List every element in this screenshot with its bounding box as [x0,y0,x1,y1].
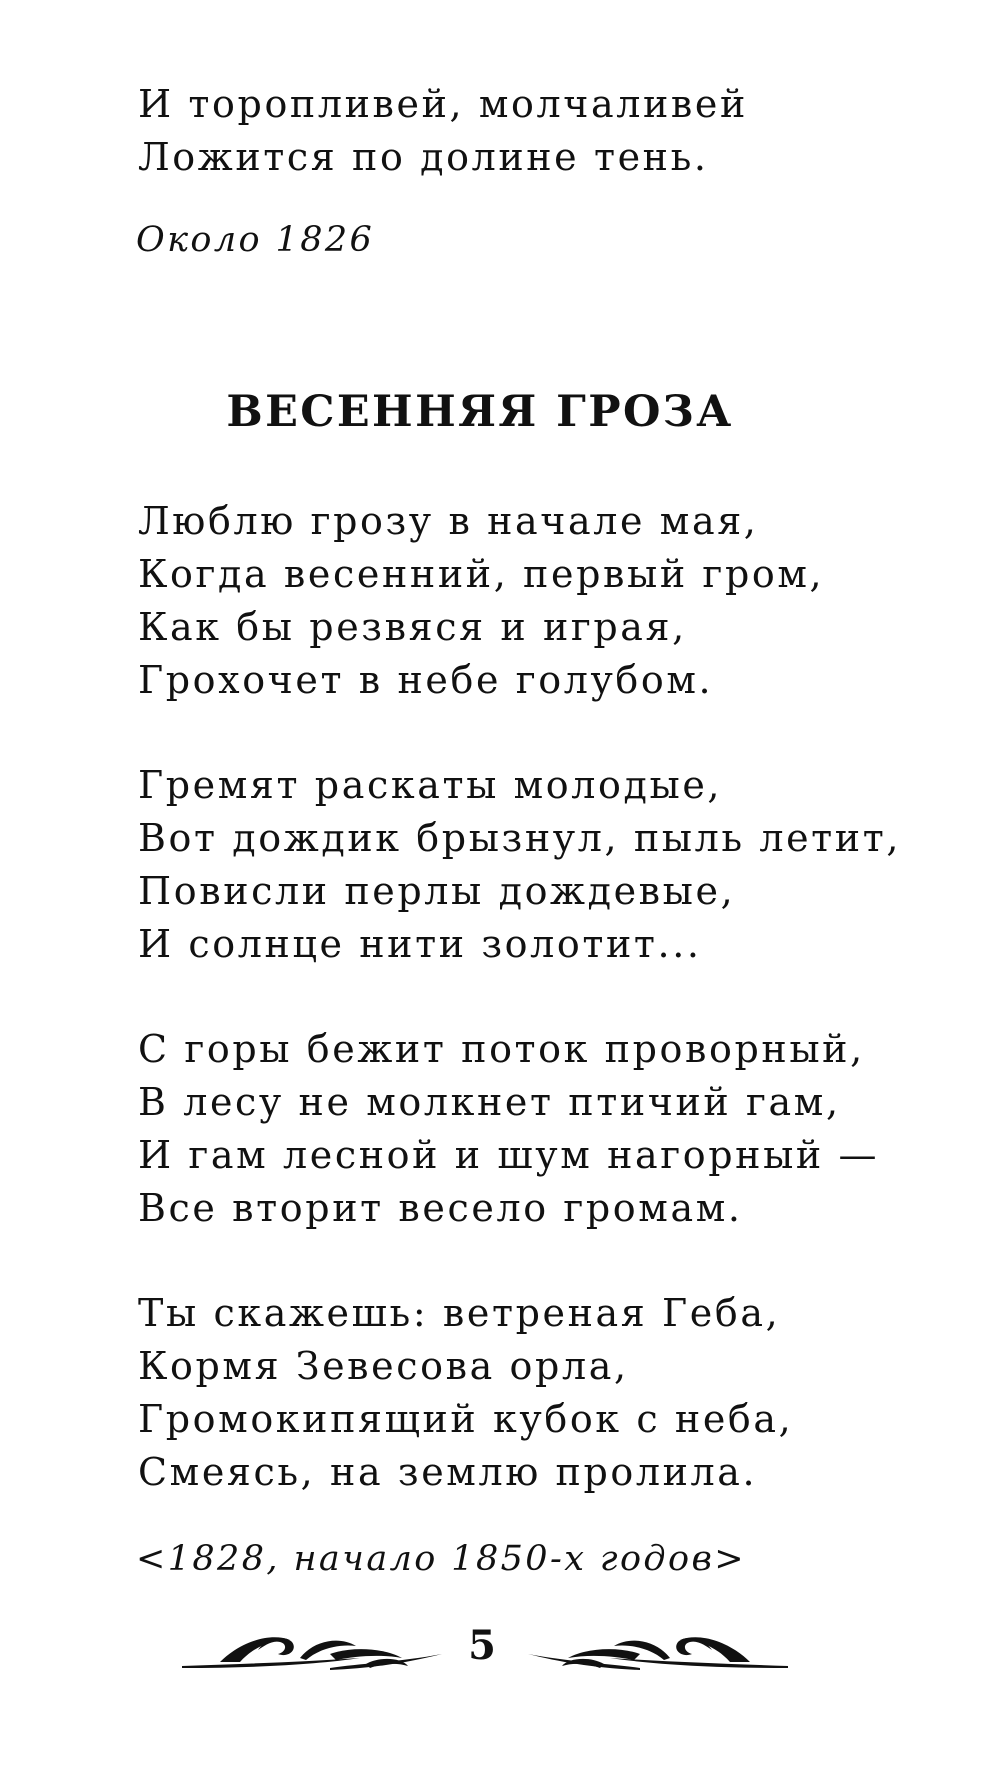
poem-line: Когда весенний, первый гром, [138,552,825,596]
poem-line: И гам лесной и шум нагорный — [138,1133,880,1177]
poem-body [138,495,901,1499]
poem-line: В лесу не молкнет птичий гам, [138,1080,841,1124]
poem-line: Гремят раскаты молодые, [138,763,723,807]
previous-poem-ending [138,78,748,184]
poem-line: Смеясь, на землю пролила. [138,1450,758,1494]
stanza-1 [138,495,901,707]
poem-date: <1828, начало 1850-х годов> [136,1539,746,1579]
poem-line: Вот дождик брызнул, пыль летит, [138,816,902,860]
poem-line: С горы бежит поток проворный, [138,1027,865,1071]
poem-line: Ложится по долине тень. [138,135,709,179]
stanza-3 [138,1023,901,1235]
flourish-left-icon [180,1628,445,1676]
page-number: 5 [468,1622,496,1669]
poem-line: Ты скажешь: ветреная Геба, [138,1291,781,1335]
poem-line: Люблю грозу в начале мая, [138,499,759,543]
poem-line: И солнце нити золотит... [138,922,702,966]
poem-title: ВЕСЕННЯЯ ГРОЗА [226,387,734,437]
poem-line: Грохочет в небе голубом. [138,658,714,702]
poem-line: Повисли перлы дождевые, [138,869,736,913]
poem-line: Кормя Зевесова орла, [138,1344,629,1388]
poem-line: И торопливей, молчаливей [138,82,748,126]
previous-poem-date: Около 1826 [136,220,375,260]
poem-line: Громокипящий кубок с неба, [138,1397,794,1441]
flourish-right-icon [525,1628,790,1676]
poem-line: Как бы резвяся и играя, [138,605,687,649]
page-footer [180,1618,790,1688]
poem-line: Все вторит весело громам. [138,1186,743,1230]
stanza-2 [138,759,901,971]
stanza-4 [138,1287,901,1499]
